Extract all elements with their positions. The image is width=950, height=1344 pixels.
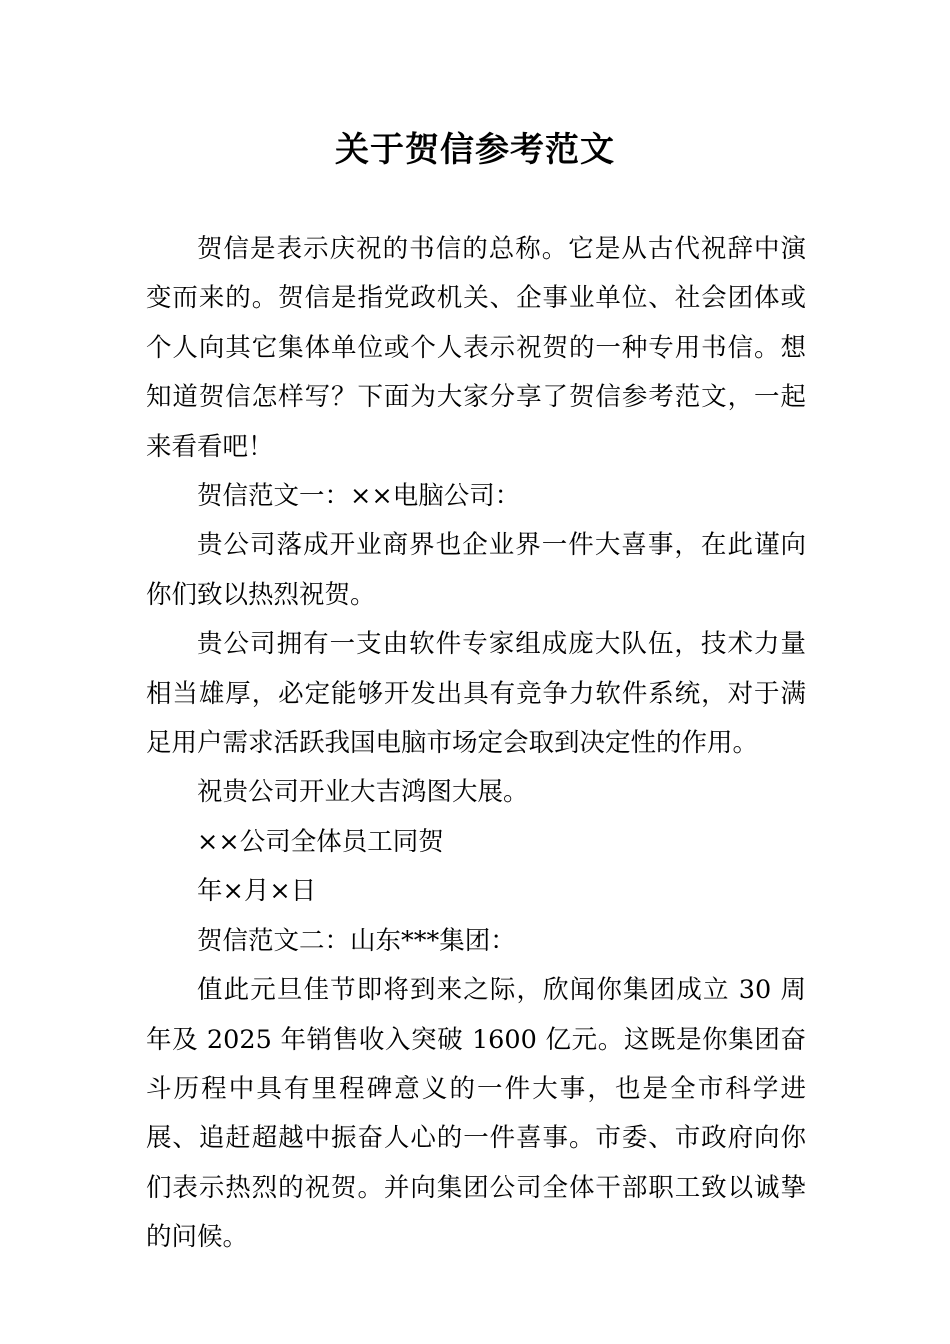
- document-title: 关于贺信参考范文: [335, 130, 615, 170]
- sample-one-paragraph-2: 贵公司拥有一支由软件专家组成庞大队伍，技术力量相当雄厚，必定能够开发出具有竞争力软件系统，对于满足用户需求活跃我国电脑市场定会取到决定性的作用。: [146, 629, 806, 759]
- sample-one-date: 年×月×日: [197, 876, 317, 907]
- sample-one-heading: 贺信范文一：××电脑公司：: [197, 481, 521, 512]
- sample-two-heading: 贺信范文二：山东***集团：: [197, 925, 516, 956]
- intro-paragraph: 贺信是表示庆祝的书信的总称。它是从古代祝辞中演变而来的。贺信是指党政机关、企事业单位、社会团体或个人向其它集体单位或个人表示祝贺的一种专用书信。想知道贺信怎样写？下面为大家分享了贺信参考范文，一起来看看吧！: [146, 234, 806, 462]
- sample-one-signature: ××公司全体员工同贺: [197, 826, 444, 857]
- sample-one-closing: 祝贵公司开业大吉鸿图大展。: [197, 777, 529, 808]
- sample-two-paragraph-1: 值此元旦佳节即将到来之际，欣闻你集团成立 30 周年及 2025 年销售收入突破 1600 亿元。这既是你集团奋斗历程中具有里程碑意义的一件大事，也是全市科学进展、追赶超越中振奋人心的一件喜事。市委、市政府向你们表示热烈的祝贺。并向集团公司全体干部职工致以诚挚的问候。: [146, 975, 806, 1253]
- document-body: [146, 225, 806, 1263]
- sample-one-paragraph-1: 贵公司落成开业商界也企业界一件大喜事，在此谨向你们致以热烈祝贺。: [146, 530, 806, 610]
